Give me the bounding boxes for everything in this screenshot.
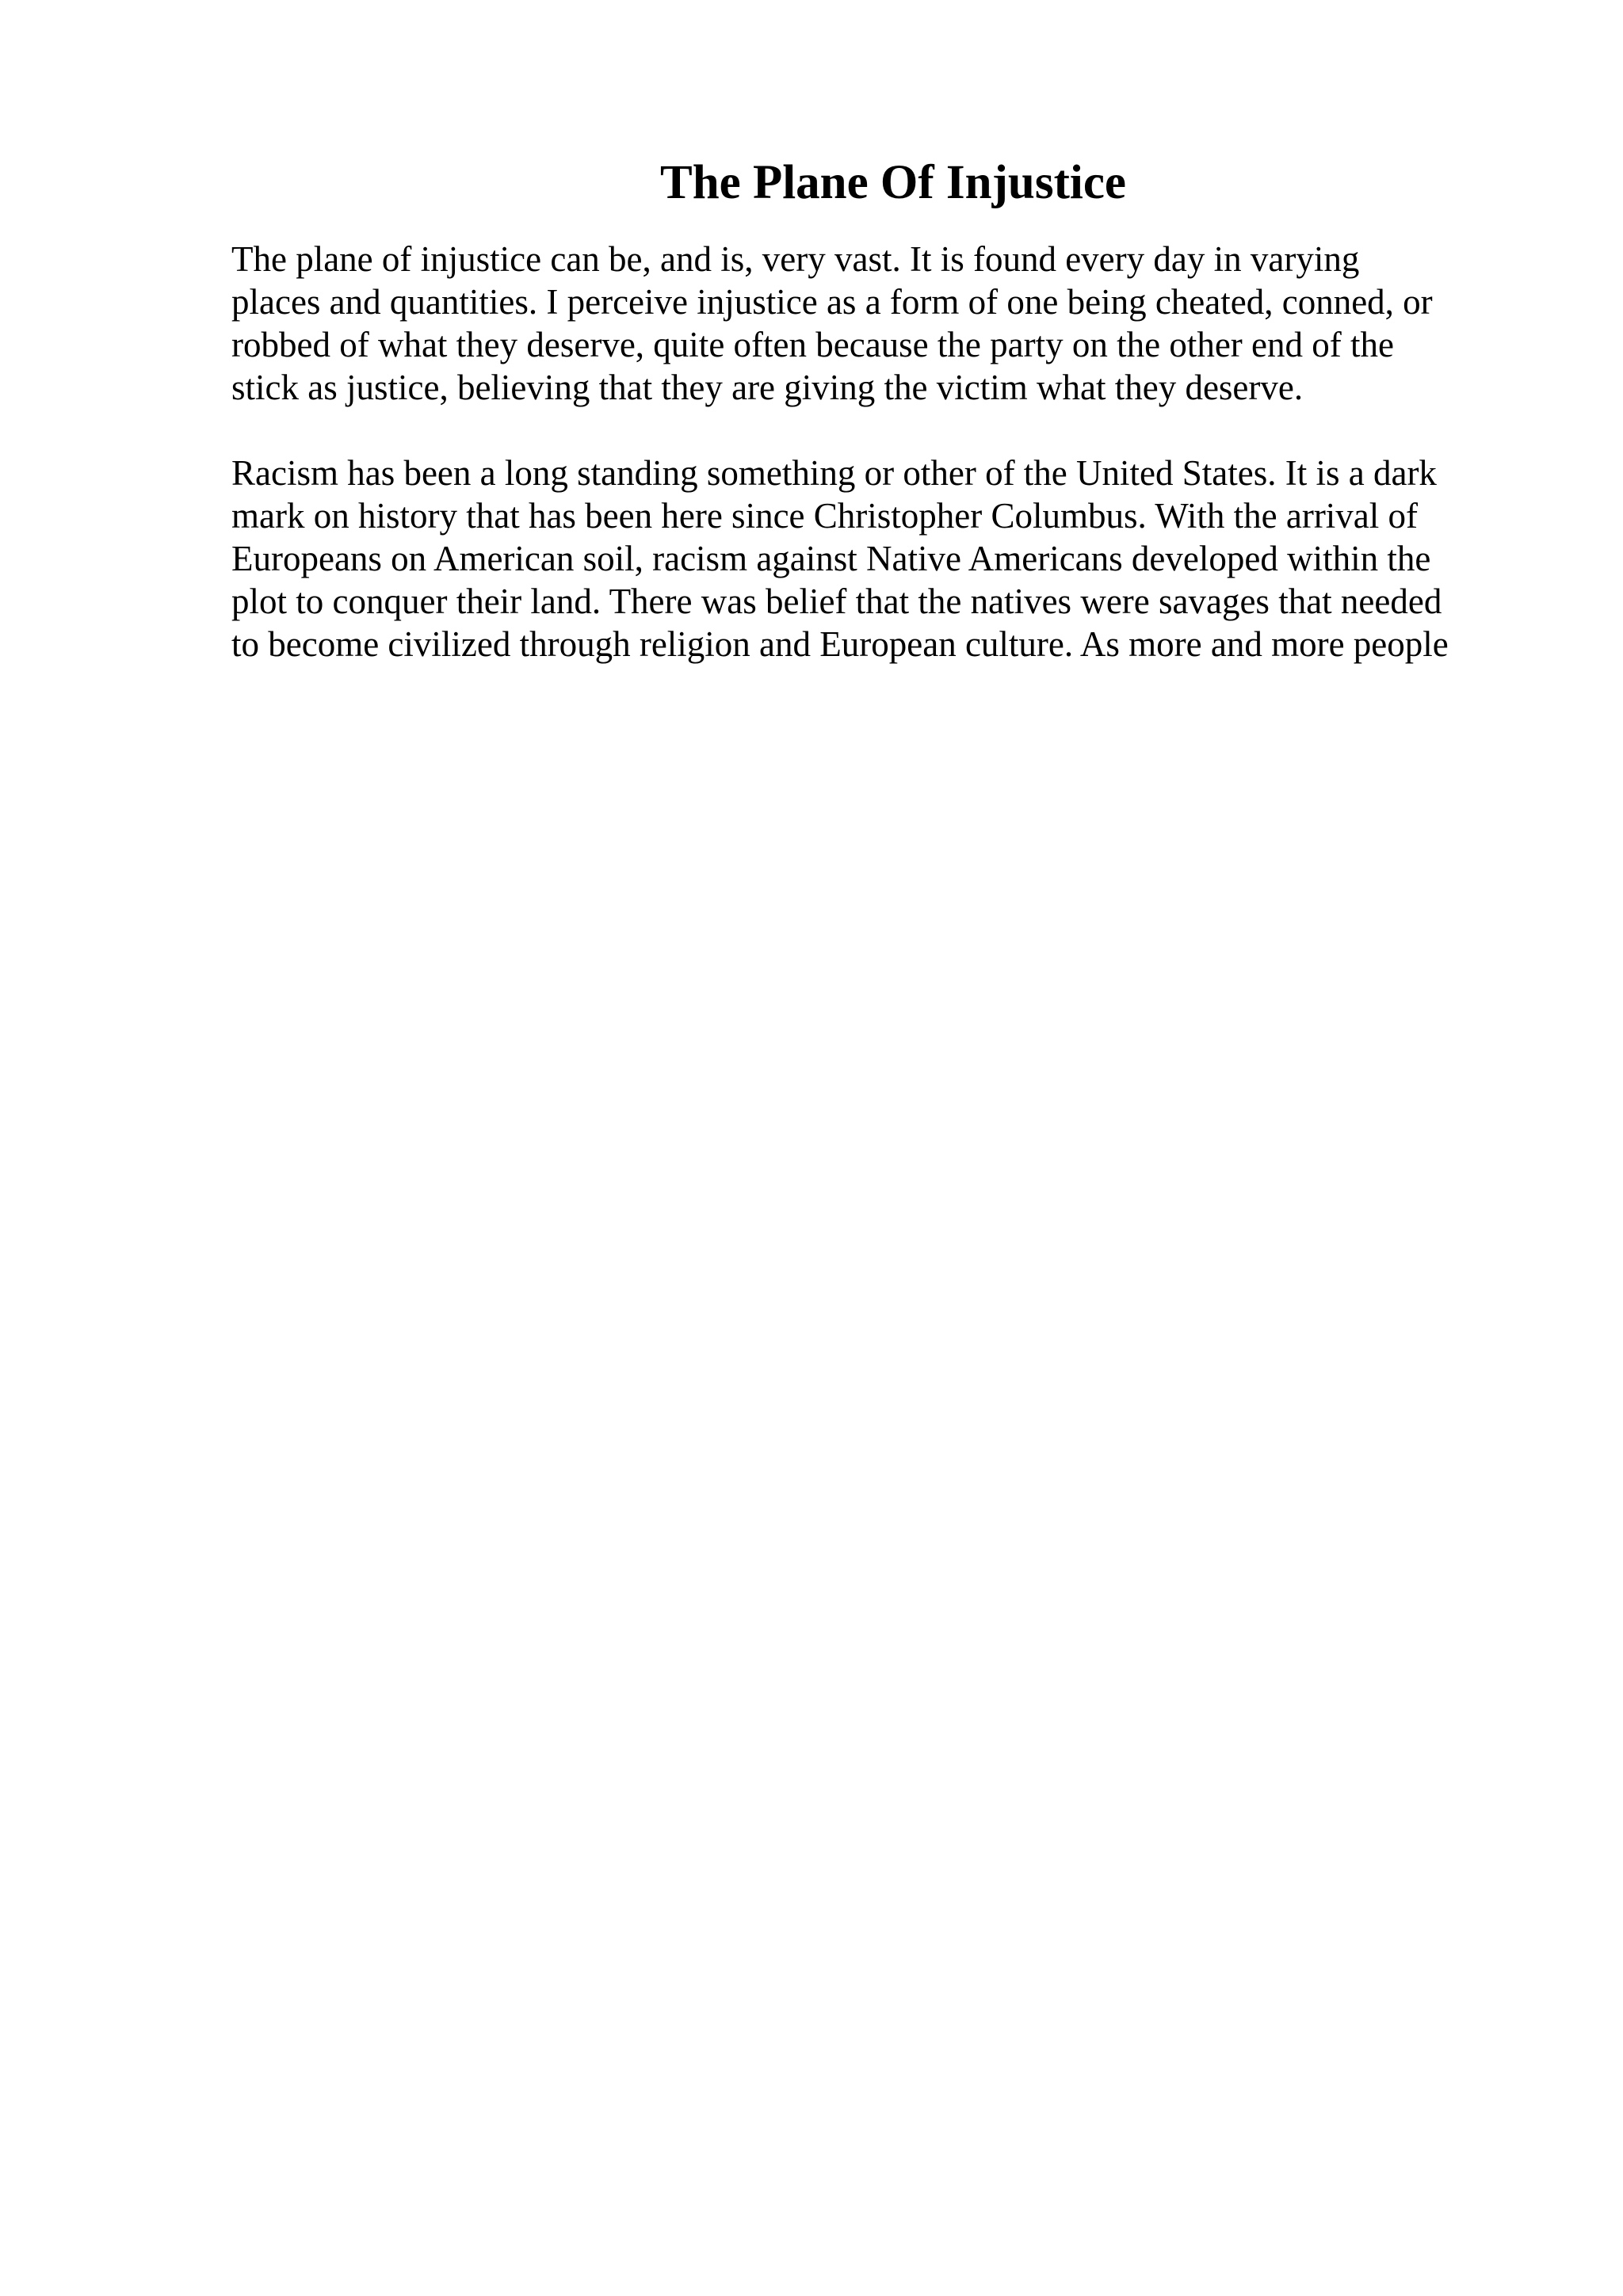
paragraph-racism-history: Racism has been a long standing something or other of the United States. It is a dark mark on history that has been here since Christopher Columbus. With the arrival of Europeans on American soil, racism against Native Americans developed within the plot to conquer their land. There was belief that the natives were savages that needed to become civilized through religion and European culture. As more and more people [231, 453, 1449, 664]
document-title: The Plane Of Injustice [660, 156, 1126, 209]
document-body [231, 151, 1515, 666]
paragraph-injustice-definition: The plane of injustice can be, and is, very vast. It is found every day in varying places and quantities. I perceive injustice as a form of one being cheated, conned, or robbed of what they deserve, quite often because the party on the other end of the stick as justice, believing that they are giving the victim what they deserve. [231, 239, 1433, 407]
